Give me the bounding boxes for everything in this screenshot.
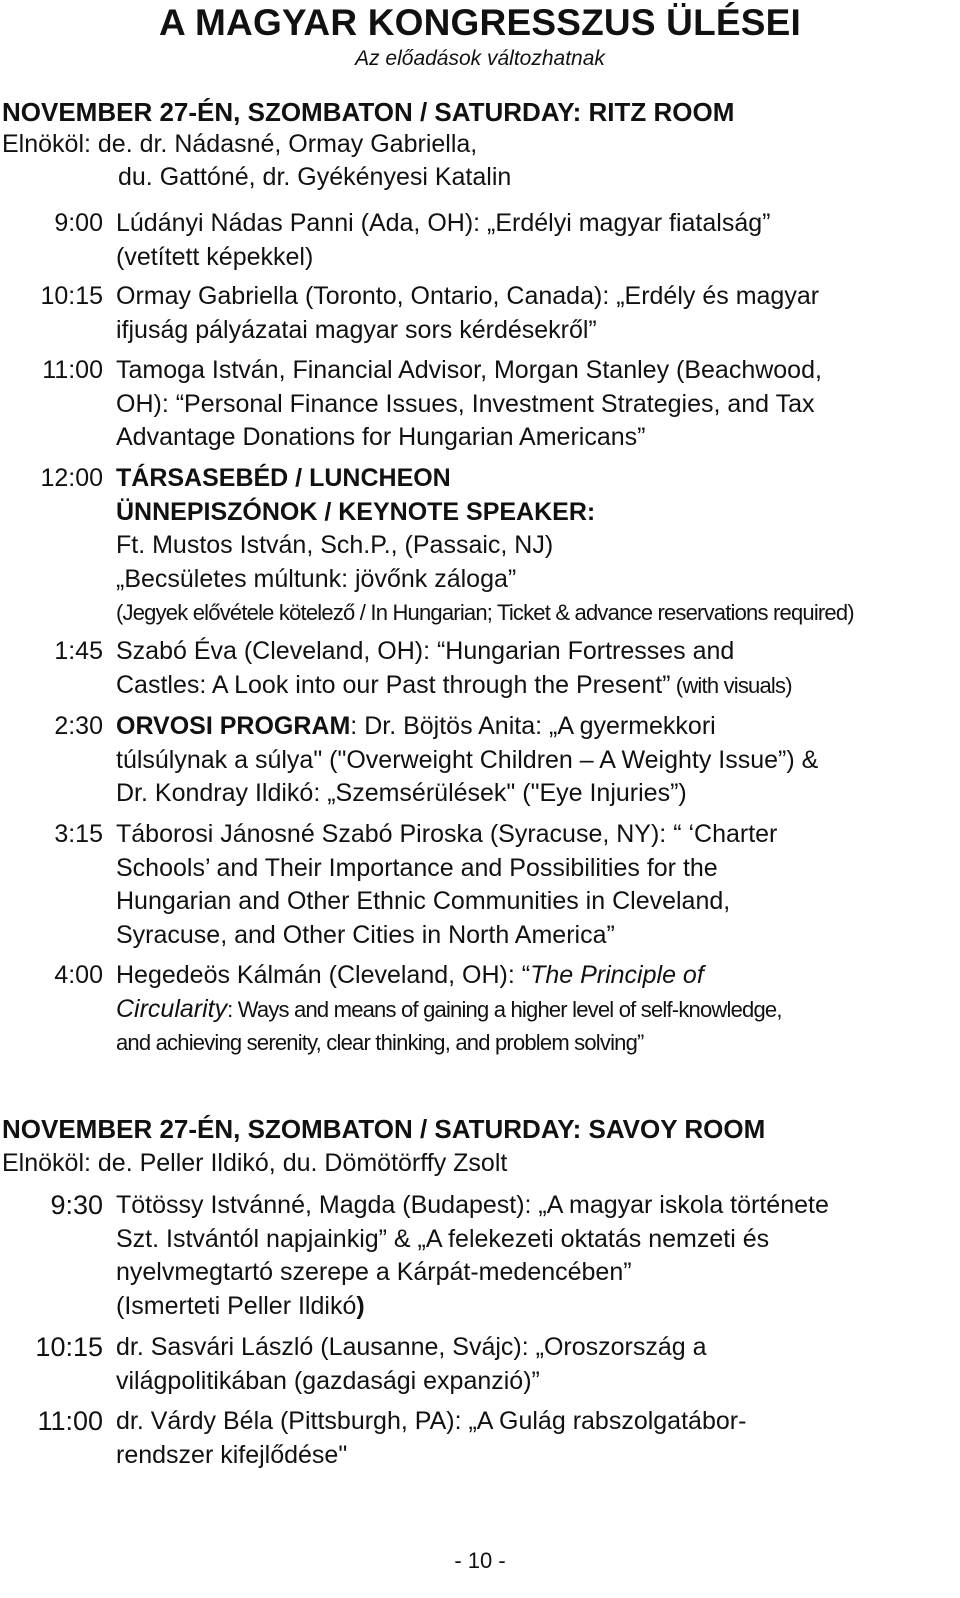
item-time: 1:45: [54, 637, 103, 665]
item-description: [116, 462, 948, 630]
item-description: [116, 1189, 948, 1323]
desc-line: dr. Sasvári László (Lausanne, Svájc): „Oroszország a: [116, 1333, 707, 1361]
desc-line: [116, 669, 948, 703]
desc-line: OH): “Personal Finance Issues, Investment Strategies, and Tax: [116, 389, 815, 418]
desc-note: (with visuals): [670, 672, 792, 698]
desc-line: Szt. Istvántól napjainkig” & „A felekezeti oktatás nemzeti és: [116, 1224, 770, 1253]
item-description: [116, 818, 948, 952]
item-time: 11:00: [37, 1406, 103, 1436]
desc-line: Táborosi Jánosné Szabó Piroska (Syracuse, NY): “ ‘Charter: [116, 820, 778, 848]
desc-line: (vetített képekkel): [116, 242, 314, 271]
item-time: 2:30: [54, 712, 103, 740]
desc-line: (Jegyek elővétele kötelező / In Hungarian; Ticket & advance reservations required): [116, 600, 854, 625]
desc-line: Schools’ and Their Importance and Possibilities for the: [116, 853, 718, 882]
page-subtitle: Az előadások változhatnak: [355, 47, 605, 70]
item-description: [116, 1331, 948, 1398]
item-description: [116, 635, 948, 702]
desc-line: rendszer kifejlődése": [116, 1440, 348, 1469]
session-chair-ritz: [2, 128, 511, 194]
desc-italic: Circularity: [116, 994, 228, 1023]
desc-line: Advantage Donations for Hungarian Americans”: [116, 423, 646, 451]
desc-line: ifjuság pályázatai magyar sors kérdésekről”: [116, 315, 597, 344]
desc-line: Tamoga István, Financial Advisor, Morgan Stanley (Beachwood,: [116, 356, 822, 384]
page-title: A MAGYAR KONGRESSZUS ÜLÉSEI: [158, 2, 802, 43]
desc-line: Tötössy Istvánné, Magda (Budapest): „A magyar iskola története: [116, 1191, 829, 1219]
desc-line: túlsúlynak a súlya" ("Overweight Children – A Weighty Issue”) &: [116, 745, 819, 774]
session-heading-savoy: NOVEMBER 27-ÉN, SZOMBATON / SATURDAY: SAVOY ROOM: [2, 1114, 766, 1144]
desc-line: [116, 1290, 948, 1324]
item-time: 12:00: [40, 464, 103, 492]
chair-line: Elnököl: de. Peller Ildikó, du. Dömötörffy Zsolt: [2, 1149, 508, 1177]
desc-line: dr. Várdy Béla (Pittsburgh, PA): „A Gulág rabszolgatábor-: [116, 1407, 747, 1435]
desc-line: Lúdányi Nádas Panni (Ada, OH): „Erdélyi magyar fiatalság”: [116, 209, 771, 237]
desc-line: [116, 959, 948, 993]
page-number: - 10 -: [454, 1548, 506, 1573]
desc-line: Ormay Gabriella (Toronto, Ontario, Canada): „Erdély és magyar: [116, 282, 820, 310]
item-time: 10:15: [40, 282, 103, 310]
desc-line: Syracuse, and Other Cities in North America”: [116, 920, 615, 949]
desc-line: TÁRSASEBÉD / LUNCHEON: [116, 464, 451, 492]
session-chair-savoy: [2, 1147, 507, 1180]
item-time: 3:15: [54, 820, 103, 848]
desc-line: Dr. Kondray Ildikó: „Szemsérülések" ("Eye Injuries”): [116, 779, 687, 807]
desc-italic: The Principle of: [530, 961, 704, 989]
session-heading-ritz: NOVEMBER 27-ÉN, SZOMBATON / SATURDAY: RITZ ROOM: [2, 97, 735, 127]
item-description: [116, 280, 948, 347]
desc-line: világpolitikában (gazdasági expanzió)”: [116, 1366, 540, 1395]
desc-text: : Dr. Böjtös Anita: „A gyermekkori: [350, 712, 716, 740]
item-time: 9:00: [54, 209, 103, 237]
desc-line: nyelvmegtartó szerepe a Kárpát-medencében”: [116, 1258, 632, 1286]
desc-line: and achieving serenity, clear thinking, and problem solving”: [116, 1030, 644, 1055]
desc-line: ÜNNEPISZÓNOK / KEYNOTE SPEAKER:: [116, 497, 596, 526]
desc-text: (Ismerteti Peller Ildikó: [116, 1291, 357, 1320]
desc-line: „Becsületes múltunk: jövőnk záloga”: [116, 564, 517, 593]
desc-bold: ORVOSI PROGRAM: [116, 712, 351, 740]
item-description: [116, 959, 948, 1060]
desc-line: [116, 710, 948, 744]
item-description: [116, 1405, 948, 1472]
desc-text: Castles: A Look into our Past through the Present”: [116, 670, 671, 699]
desc-text: Hegedeös Kálmán (Cleveland, OH): “: [116, 961, 531, 989]
item-description: [116, 207, 948, 274]
item-time: 4:00: [54, 961, 103, 989]
desc-line: Ft. Mustos István, Sch.P., (Passaic, NJ): [116, 531, 554, 559]
item-time: 10:15: [35, 1332, 103, 1362]
chair-line: Elnököl: de. dr. Nádasné, Ormay Gabriella,: [2, 130, 478, 158]
item-description: [116, 710, 948, 811]
item-time: 9:30: [50, 1190, 103, 1220]
item-description: [116, 354, 948, 455]
item-time: 11:00: [42, 356, 103, 384]
desc-line: Szabó Éva (Cleveland, OH): “Hungarian Fortresses and: [116, 637, 735, 665]
chair-line: du. Gattóné, dr. Gyékényesi Katalin: [118, 163, 512, 191]
desc-note: : Ways and means of gaining a higher level of self-knowledge,: [227, 996, 782, 1022]
desc-bold: ): [356, 1291, 365, 1320]
desc-line: [116, 993, 948, 1027]
desc-line: Hungarian and Other Ethnic Communities in Cleveland,: [116, 887, 731, 915]
